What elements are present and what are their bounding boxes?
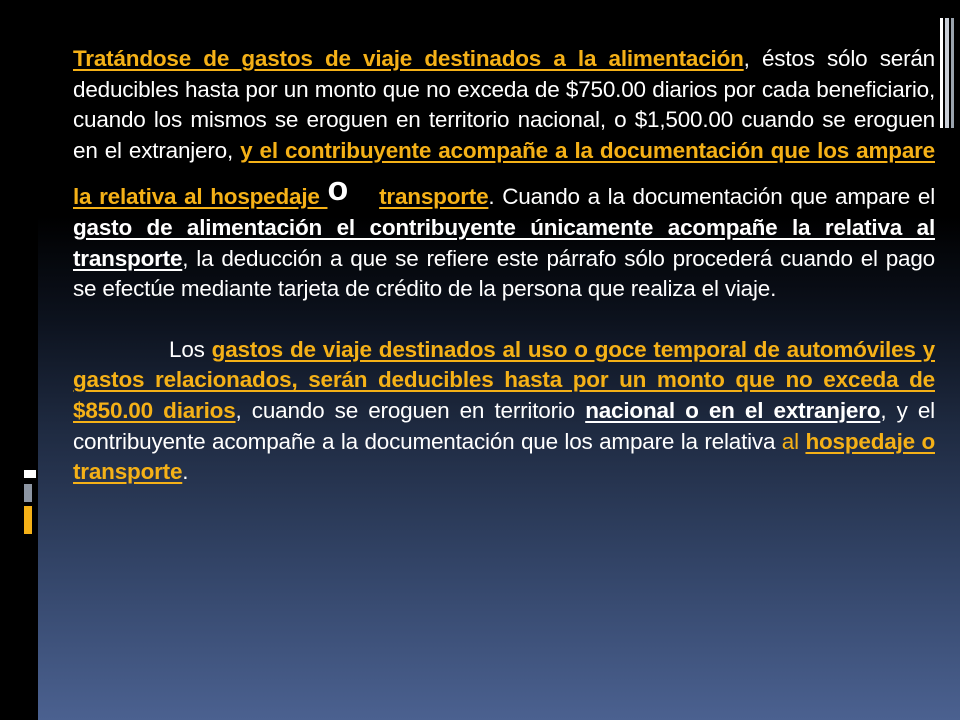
left-margin-strip (0, 0, 38, 720)
highlight-transport: transporte (379, 184, 489, 210)
highlight-lodging-or-transport: hospedaje o transporte (73, 428, 935, 485)
text-segment: , éstos sólo serán deducibles hasta por un monto que no exceda de $750.00 diarios por cada beneficiario, cuando los mismos se eroguen en territorio nacional, o $1,500.00 cuando se eroguen en el extranjero, (73, 46, 935, 163)
highlight-meal-expenses: Tratándose de gastos de viaje destinados a la alimentación (73, 46, 744, 71)
text-segment: . (182, 459, 189, 485)
slide-text-body (73, 44, 935, 488)
decorative-bars-left (24, 470, 38, 540)
text-segment: Los (169, 336, 212, 362)
text-segment: , y el contribuyente acompañe a la documentación que los ampare la relativa (73, 397, 935, 454)
paragraph-meal-expenses (73, 44, 935, 305)
text-segment: , cuando se eroguen en territorio (235, 397, 586, 423)
highlight-lodging-requirement: y el contribuyente acompañe a la documentación que los ampare la relativa al hospedaje (73, 137, 935, 210)
gold-word-al: al (781, 428, 799, 454)
decorative-bars-top-right (940, 18, 954, 128)
large-o-conjunction: o (327, 170, 349, 209)
paragraph-car-expenses (73, 335, 935, 488)
text-segment: , la deducción a que se refiere este párrafo sólo procederá cuando el pago se efectúe mediante tarjeta de crédito de la persona que realiza el viaje. (73, 245, 935, 302)
underlined-national-or-abroad: nacional o en el extranjero (585, 397, 881, 423)
text-segment: . Cuando a la documentación que ampare el (488, 184, 935, 210)
underlined-meal-expense-clause: gasto de alimentación el contribuyente únicamente acompañe la relativa al transporte (73, 214, 935, 271)
highlight-car-expenses: gastos de viaje destinados al uso o goce temporal de automóviles y gastos relacionados, serán deducibles hasta por un monto que no exceda de $850.00 diarios (73, 336, 935, 423)
